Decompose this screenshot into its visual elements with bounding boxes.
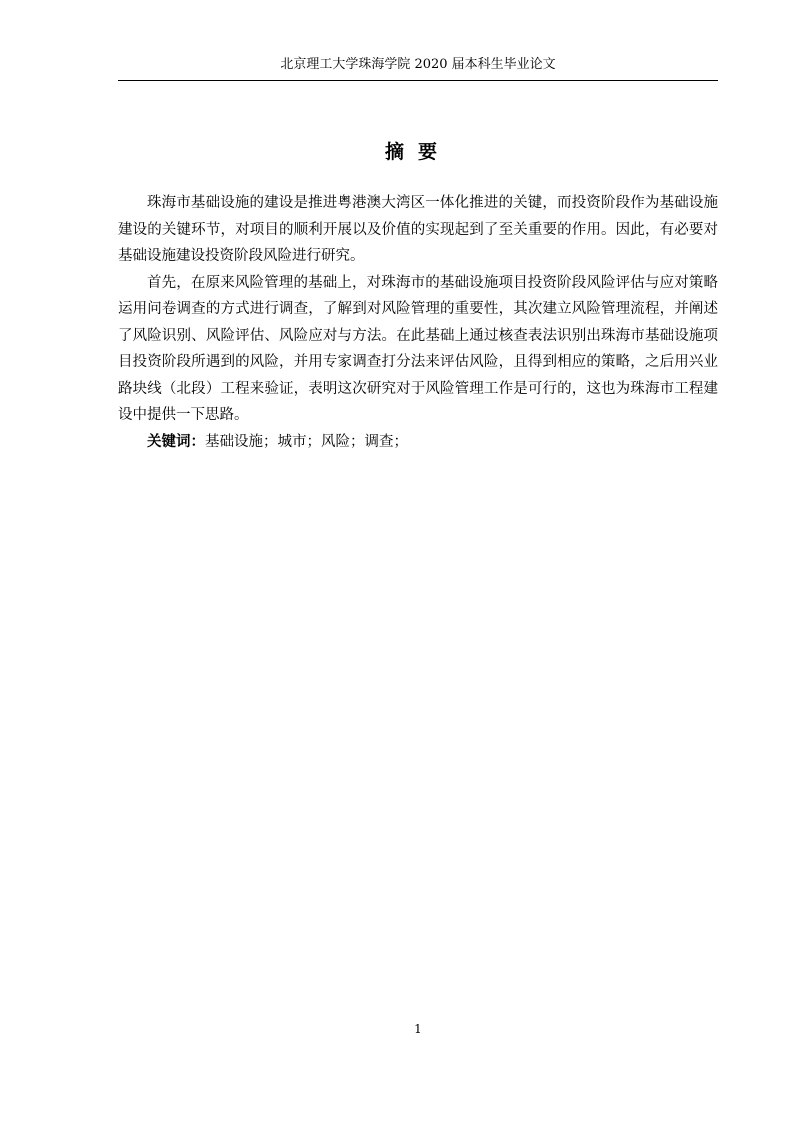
abstract-body: [118, 190, 718, 455]
abstract-paragraph-2: 首先，在原来风险管理的基础上，对珠海市的基础设施项目投资阶段风险评估与应对策略运用问卷调查的方式进行调查，了解到对风险管理的重要性，其次建立风险管理流程，并阐述了风险识别、风险评估、风险应对与方法。在此基础上通过核查表法识别出珠海市基础设施项目投资阶段所遇到的风险，并用专家调查打分法来评估风险，且得到相应的策略，之后用兴业路块线（北段）工程来验证，表明这次研究对于风险管理工作是可行的，这也为珠海市工程建设中提供一下思路。: [118, 274, 718, 423]
keywords-label: 关键词：: [147, 432, 205, 450]
keywords-values: 基础设施；城市；风险；调查；: [205, 433, 408, 450]
page-number: 1: [414, 1022, 422, 1036]
abstract-title: 摘要: [384, 141, 451, 163]
keywords-line: [118, 429, 718, 456]
abstract-paragraph-1: 珠海市基础设施的建设是推进粤港澳大湾区一体化推进的关键，而投资阶段作为基础设施建设的关键环节，对项目的顺利开展以及价值的实现起到了至关重要的作用。因此，有必要对基础设施建设投资阶段风险进行研究。: [118, 195, 718, 264]
header-divider: [118, 80, 718, 81]
page-header: 北京理工大学珠海学院 2020 届本科生毕业论文: [280, 57, 556, 72]
